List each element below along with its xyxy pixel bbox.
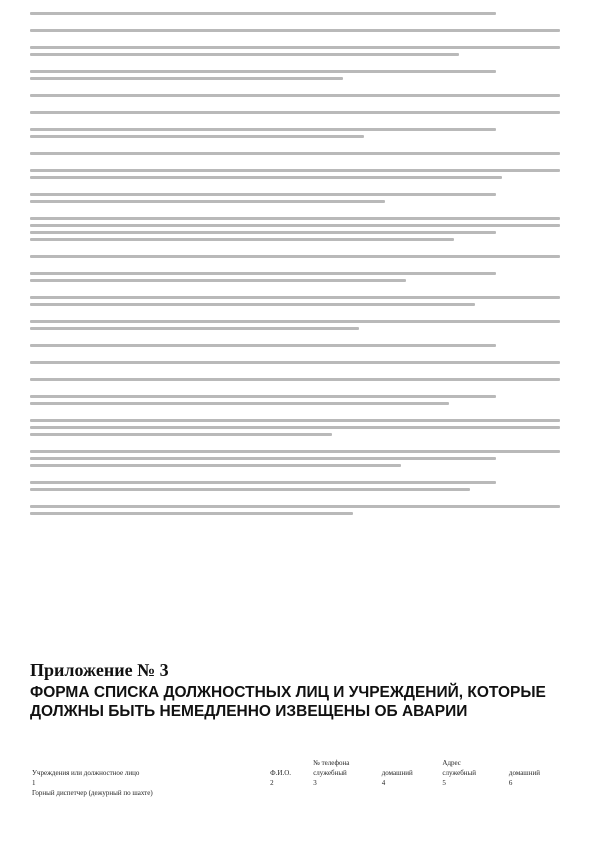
header-phone-home: домашний xyxy=(381,769,413,777)
body-paragraph xyxy=(30,296,560,306)
appendix-subtitle: ФОРМА СПИСКА ДОЛЖНОСТНЫХ ЛИЦ И УЧРЕЖДЕНИЙ, КОТОРЫЕ ДОЛЖНЫ БЫТЬ НЕМЕДЛЕННО ИЗВЕЩЕНЫ ОБ АВАРИИ xyxy=(30,684,546,720)
body-paragraph xyxy=(30,217,560,241)
text-line-placeholder xyxy=(30,450,560,453)
text-line-placeholder xyxy=(30,77,343,80)
text-line-placeholder xyxy=(30,46,560,49)
text-line-placeholder xyxy=(30,378,560,381)
text-line-placeholder xyxy=(30,255,560,258)
body-paragraph xyxy=(30,272,560,282)
table-group-header-row xyxy=(30,758,560,768)
header-name: Учреждения или должностное лицо xyxy=(32,769,140,777)
text-line-placeholder xyxy=(30,70,496,73)
document-body xyxy=(30,8,560,529)
body-paragraph xyxy=(30,255,560,258)
text-line-placeholder xyxy=(30,433,332,436)
text-line-placeholder xyxy=(30,464,401,467)
table-header-row xyxy=(30,768,560,778)
text-line-placeholder xyxy=(30,361,560,364)
text-line-placeholder xyxy=(30,505,560,508)
text-line-placeholder xyxy=(30,303,475,306)
body-paragraph xyxy=(30,344,560,347)
text-line-placeholder xyxy=(30,272,496,275)
text-line-placeholder xyxy=(30,402,449,405)
appendix-heading xyxy=(30,660,570,721)
text-line-placeholder xyxy=(30,296,560,299)
col-number: 3 xyxy=(313,779,317,787)
col-number: 1 xyxy=(32,779,36,787)
col-number: 2 xyxy=(270,779,274,787)
notification-table xyxy=(30,758,560,798)
text-line-placeholder xyxy=(30,279,406,282)
text-line-placeholder xyxy=(30,457,496,460)
text-line-placeholder xyxy=(30,29,560,32)
body-paragraph xyxy=(30,361,560,364)
body-paragraph xyxy=(30,505,560,515)
text-line-placeholder xyxy=(30,426,560,429)
address-group-header: Адрес xyxy=(442,759,461,767)
text-line-placeholder xyxy=(30,395,496,398)
text-line-placeholder xyxy=(30,200,385,203)
body-paragraph xyxy=(30,193,560,203)
text-line-placeholder xyxy=(30,128,496,131)
text-line-placeholder xyxy=(30,327,359,330)
header-address-work: служебный xyxy=(442,769,477,777)
body-paragraph xyxy=(30,320,560,330)
row-name: Горный диспетчер (дежурный по шахте) xyxy=(32,789,153,797)
text-line-placeholder xyxy=(30,111,560,114)
text-line-placeholder xyxy=(30,320,560,323)
appendix-title: Приложение № 3 xyxy=(30,660,169,680)
text-line-placeholder xyxy=(30,344,496,347)
text-line-placeholder xyxy=(30,135,364,138)
text-line-placeholder xyxy=(30,12,496,15)
text-line-placeholder xyxy=(30,224,560,227)
text-line-placeholder xyxy=(30,217,560,220)
body-paragraph xyxy=(30,169,560,179)
body-paragraph xyxy=(30,111,560,114)
body-paragraph xyxy=(30,481,560,491)
text-line-placeholder xyxy=(30,152,560,155)
body-paragraph xyxy=(30,128,560,138)
text-line-placeholder xyxy=(30,238,454,241)
body-paragraph xyxy=(30,395,560,405)
col-number: 4 xyxy=(381,779,386,787)
body-paragraph xyxy=(30,378,560,381)
text-line-placeholder xyxy=(30,94,560,97)
text-line-placeholder xyxy=(30,419,560,422)
text-line-placeholder xyxy=(30,169,560,172)
body-paragraph xyxy=(30,152,560,155)
body-paragraph xyxy=(30,70,560,80)
text-line-placeholder xyxy=(30,488,470,491)
text-line-placeholder xyxy=(30,176,502,179)
table-number-row xyxy=(30,778,560,788)
body-paragraph xyxy=(30,450,560,467)
col-number: 5 xyxy=(442,779,446,787)
text-line-placeholder xyxy=(30,481,496,484)
header-phone-work: служебный xyxy=(313,769,347,777)
phone-group-header: № телефона xyxy=(313,759,350,767)
header-fio: Ф.И.О. xyxy=(270,769,292,777)
header-address-home: домашний xyxy=(508,769,540,777)
text-line-placeholder xyxy=(30,231,496,234)
body-paragraph xyxy=(30,94,560,97)
body-paragraph xyxy=(30,12,560,15)
text-line-placeholder xyxy=(30,512,353,515)
text-line-placeholder xyxy=(30,193,496,196)
body-paragraph xyxy=(30,419,560,436)
body-paragraph xyxy=(30,29,560,32)
body-paragraph xyxy=(30,46,560,56)
text-line-placeholder xyxy=(30,53,459,56)
table-row xyxy=(30,788,560,798)
col-number: 6 xyxy=(508,779,513,787)
